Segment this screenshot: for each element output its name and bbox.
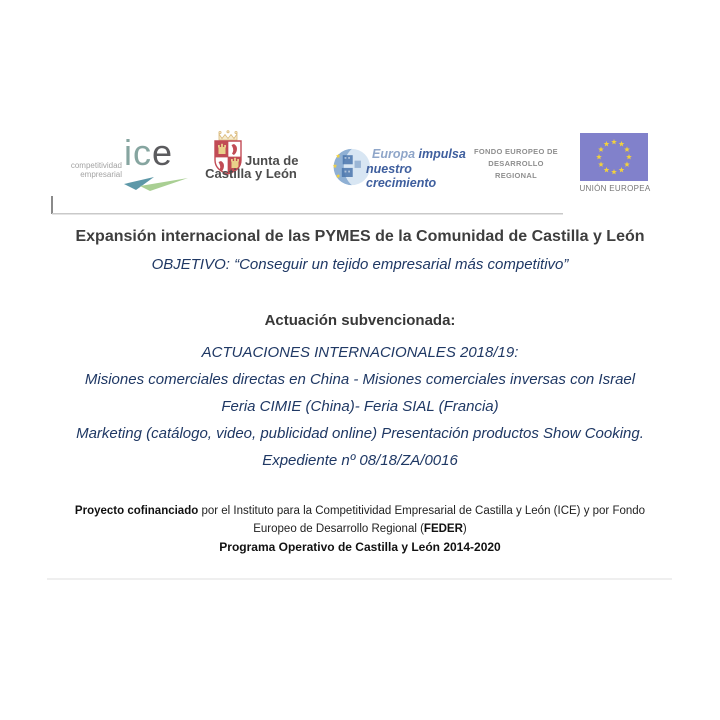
europa-text-line1 xyxy=(372,147,466,161)
ice-wordmark-e: e xyxy=(152,132,174,173)
program-line: Programa Operativo de Castilla y León 2014-2020 xyxy=(219,540,501,554)
ice-wordmark-ic: ic xyxy=(124,132,152,173)
action-line-1: ACTUACIONES INTERNACIONALES 2018/19: xyxy=(201,344,519,361)
europa-badge-icon xyxy=(330,144,370,190)
junta-text-line1: Junta de xyxy=(245,153,299,168)
action-line-5: Expediente nº 08/18/ZA/0016 xyxy=(262,452,458,469)
objective-line: OBJETIVO: “Conseguir un tejido empresarial más competitivo” xyxy=(151,256,569,273)
cofinance-bold-lead: Proyecto cofinanciado xyxy=(74,505,199,517)
logo-strip xyxy=(0,130,720,200)
europa-text-line2: nuestro crecimiento xyxy=(366,162,437,190)
action-lines xyxy=(20,339,700,474)
europa-word-europa: Europa xyxy=(372,147,419,161)
ice-tagline-line1: competitividad xyxy=(70,161,122,170)
feder-line3: REGIONAL xyxy=(495,171,537,180)
ice-swoosh-icon xyxy=(124,176,190,192)
cofinance-text-end: ) xyxy=(462,522,467,535)
text-cursor xyxy=(51,196,53,214)
ice-logo xyxy=(58,132,190,196)
ice-tagline-line2: empresarial xyxy=(80,169,122,179)
horizontal-rule-bottom xyxy=(47,578,672,580)
ice-wordmark xyxy=(124,134,173,172)
horizontal-rule-top xyxy=(52,213,563,215)
action-line-3: Feria CIMIE (China)- Feria SIAL (Francia) xyxy=(221,398,499,415)
cofinance-paragraph xyxy=(55,503,665,538)
eu-flag-icon xyxy=(580,133,648,181)
action-line-2: Misiones comerciales directas en China - Misiones comerciales inversas con Israel xyxy=(84,371,636,388)
cofinance-bold-feder: FEDER xyxy=(423,522,463,535)
feder-line1: FONDO EUROPEO DE xyxy=(474,147,558,156)
ice-tagline xyxy=(58,162,122,179)
feder-text-block xyxy=(462,146,570,182)
action-line-4: Marketing (catálogo, video, publicidad online) Presentación productos Show Cooking. xyxy=(76,425,644,442)
europa-word-impulsa: impulsa xyxy=(418,147,466,161)
action-label: Actuación subvencionada: xyxy=(264,312,456,329)
eu-flag-logo xyxy=(580,133,650,197)
page-title: Expansión internacional de las PYMES de la Comunidad de Castilla y León xyxy=(75,228,645,245)
junta-castilla-leon-logo xyxy=(198,130,304,196)
feder-line2: DESARROLLO xyxy=(488,159,544,168)
europa-impulsa-logo xyxy=(330,144,470,194)
junta-text-line2: Castilla y León xyxy=(205,166,297,181)
cofinance-text-mid: por el Instituto para la Competitividad Empresarial de Castilla y León (ICE) y por Fondo Europeo de Desarrollo Regional ( xyxy=(198,505,646,535)
eu-flag-caption: UNIÓN EUROPEA xyxy=(579,184,651,193)
